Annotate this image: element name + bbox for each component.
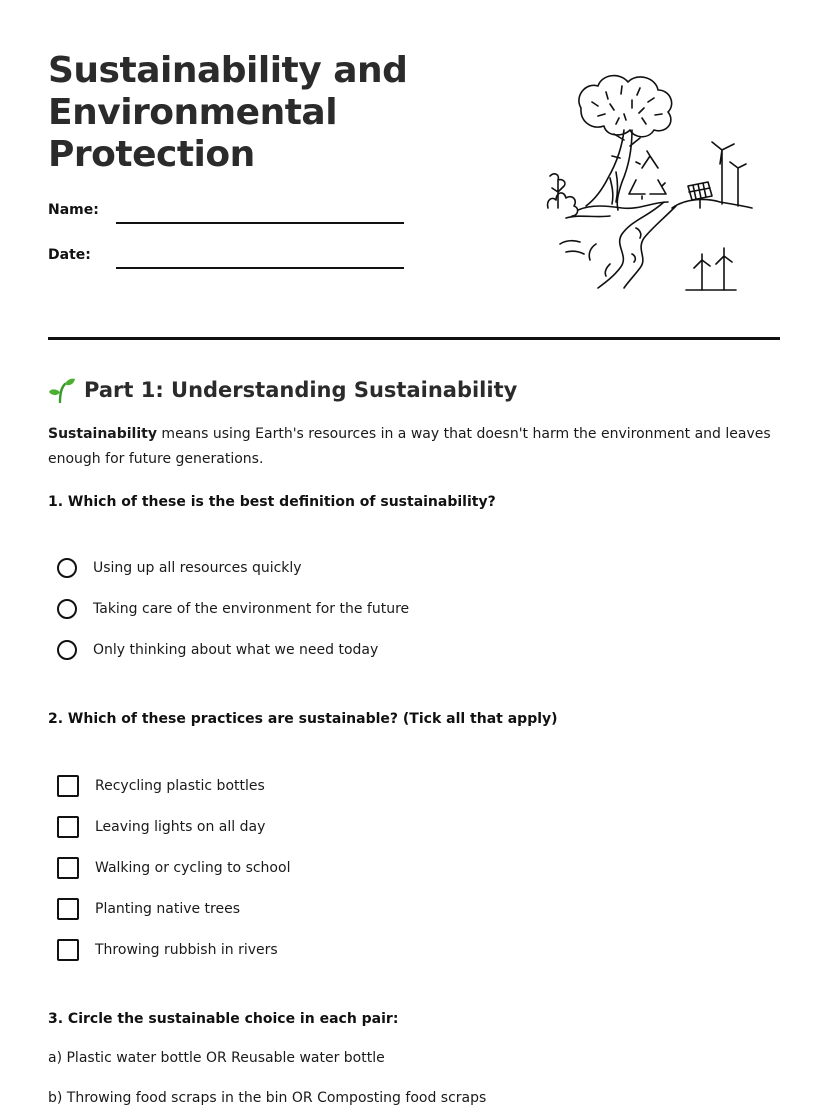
- q2-option-label: Throwing rubbish in rivers: [95, 942, 278, 958]
- intro-text: means using Earth's resources in a way that doesn't harm the environment and leaves enough for future generations.: [48, 426, 771, 467]
- date-label: Date:: [48, 247, 91, 263]
- name-label: Name:: [48, 202, 99, 218]
- section-divider: [48, 337, 780, 340]
- date-field[interactable]: [116, 267, 404, 269]
- q2-option-label: Recycling plastic bottles: [95, 778, 265, 794]
- part-1-heading: [48, 374, 517, 406]
- q1-option-label: Only thinking about what we need today: [93, 642, 379, 658]
- nature-landscape-icon: [536, 68, 756, 296]
- checkbox[interactable]: [57, 898, 79, 920]
- q1-option-label: Using up all resources quickly: [93, 560, 302, 576]
- q2-option[interactable]: [57, 815, 265, 839]
- radio-button[interactable]: [57, 640, 77, 660]
- q1-option-label: Taking care of the environment for the future: [93, 601, 410, 617]
- checkbox[interactable]: [57, 939, 79, 961]
- q3-pair[interactable]: a) Plastic water bottle OR Reusable water bottle: [48, 1050, 385, 1066]
- name-field[interactable]: [116, 222, 404, 224]
- radio-button[interactable]: [57, 558, 77, 578]
- q2-option-label: Walking or cycling to school: [95, 860, 291, 876]
- q2-option[interactable]: [57, 897, 240, 921]
- radio-button[interactable]: [57, 599, 77, 619]
- name-field-row: [48, 202, 408, 232]
- intro-paragraph: [48, 422, 778, 472]
- sprout-icon: [48, 376, 76, 404]
- q1-option[interactable]: [57, 638, 378, 662]
- q2-option[interactable]: [57, 774, 265, 798]
- question-3: 3. Circle the sustainable choice in each pair:: [48, 1011, 399, 1027]
- checkbox[interactable]: [57, 816, 79, 838]
- checkbox[interactable]: [57, 775, 79, 797]
- part-1-title: Part 1: Understanding Sustainability: [84, 378, 518, 402]
- worksheet-title: Sustainability and Environmental Protection: [48, 50, 408, 175]
- checkbox[interactable]: [57, 857, 79, 879]
- question-2: 2. Which of these practices are sustainable? (Tick all that apply): [48, 711, 558, 727]
- q2-option-label: Leaving lights on all day: [95, 819, 266, 835]
- q2-option[interactable]: [57, 938, 278, 962]
- q1-option[interactable]: [57, 556, 302, 580]
- question-1: 1. Which of these is the best definition of sustainability?: [48, 494, 496, 510]
- q1-option[interactable]: [57, 597, 409, 621]
- q3-pair[interactable]: b) Throwing food scraps in the bin OR Composting food scraps: [48, 1090, 487, 1106]
- date-field-row: [48, 247, 408, 277]
- q2-option[interactable]: [57, 856, 290, 880]
- q2-option-label: Planting native trees: [95, 901, 241, 917]
- intro-term: Sustainability: [48, 426, 157, 442]
